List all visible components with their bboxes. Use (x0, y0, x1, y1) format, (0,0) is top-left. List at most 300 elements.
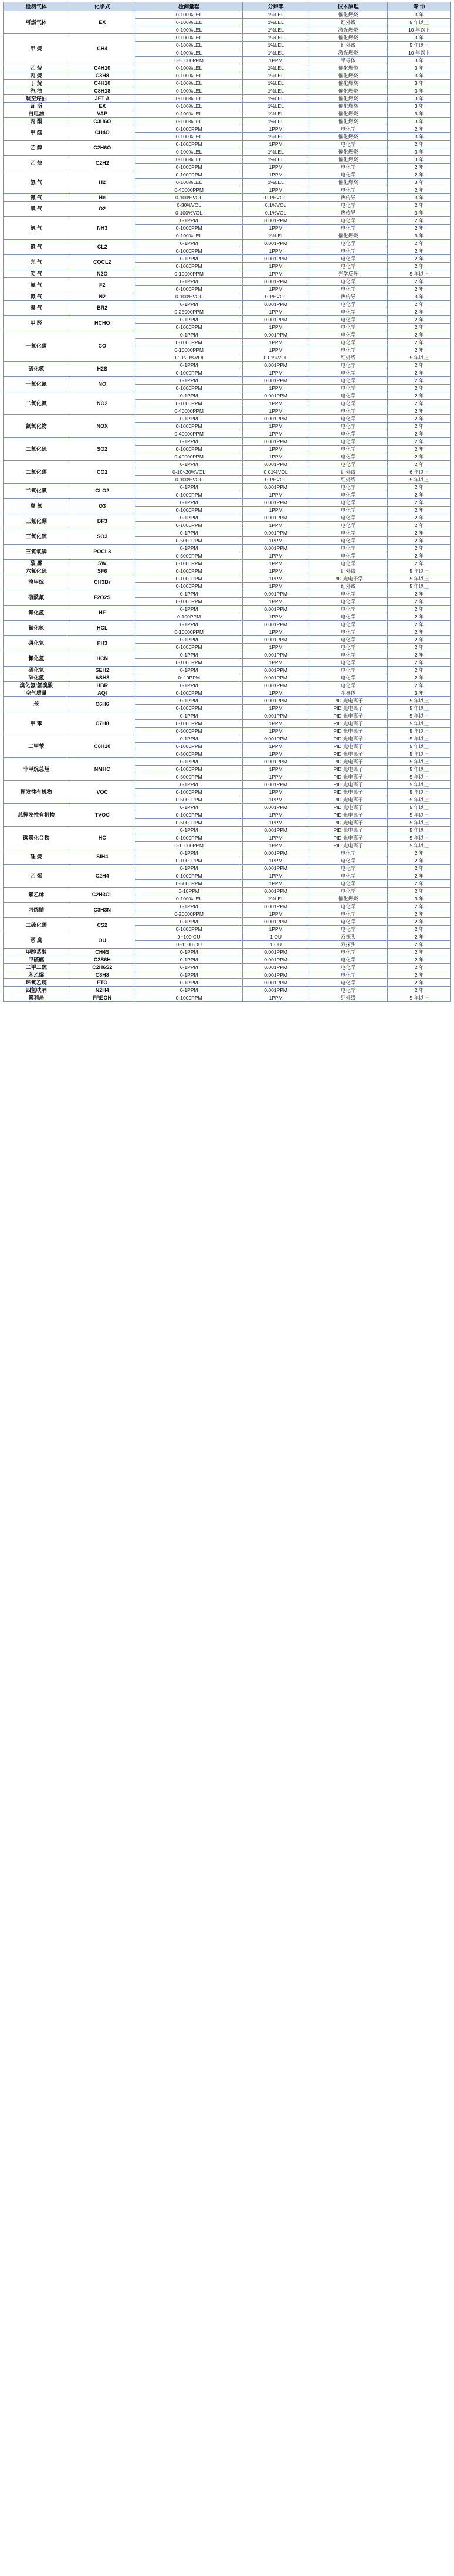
technology-cell: 电化学 (309, 910, 388, 918)
table-body (4, 11, 451, 1002)
formula-cell: HCHO (69, 316, 135, 331)
gas-name-cell: 氢 气 (4, 171, 69, 194)
resolution-cell: 1PPM (243, 842, 309, 849)
life-cell: 3 年 (388, 194, 451, 202)
gas-name-cell: 光 气 (4, 255, 69, 270)
resolution-cell: 1%LEL (243, 34, 309, 42)
formula-cell: POCL3 (69, 545, 135, 560)
range-cell: 0-1000PPM (135, 171, 242, 179)
gas-spec-table (3, 2, 451, 1002)
gas-name-cell: 苯 (4, 697, 69, 712)
resolution-cell: 1PPM (243, 507, 309, 514)
technology-cell: 电化学 (309, 407, 388, 415)
range-cell: 0-100%LEL (135, 133, 242, 141)
resolution-cell: 0.001PPM (243, 903, 309, 910)
range-cell: 0-40000PPM (135, 186, 242, 194)
resolution-cell: 1%LEL (243, 87, 309, 95)
life-cell: 2 年 (388, 941, 451, 949)
formula-cell: BR2 (69, 301, 135, 316)
gas-name-cell: 白电油 (4, 110, 69, 118)
gas-name-cell: 丙 烷 (4, 72, 69, 80)
gas-name-cell: 氧 气 (4, 202, 69, 217)
resolution-cell: 0.1%VOL (243, 293, 309, 301)
range-cell: 0-1000PPM (135, 522, 242, 529)
technology-cell: 电化学 (309, 186, 388, 194)
technology-cell: 电化学 (309, 430, 388, 438)
range-cell: 0-100PPM (135, 613, 242, 621)
range-cell: 0-100%LEL (135, 19, 242, 26)
life-cell: 2 年 (388, 598, 451, 606)
range-cell: 0-1000PPM (135, 720, 242, 728)
range-cell: 0-1000PPM (135, 994, 242, 1002)
range-cell: 0-40000PPM (135, 453, 242, 461)
resolution-cell: 1PPM (243, 57, 309, 64)
gas-name-cell: 氟化氢 (4, 606, 69, 621)
life-cell: 3 年 (388, 80, 451, 87)
technology-cell: 电化学 (309, 316, 388, 324)
range-cell: 0-50000PPM (135, 57, 242, 64)
technology-cell: 催化燃烧 (309, 34, 388, 42)
life-cell: 2 年 (388, 423, 451, 430)
range-cell: 0-100%LEL (135, 118, 242, 125)
gas-name-cell: 汽 油 (4, 87, 69, 95)
resolution-cell: 0.001PPM (243, 971, 309, 979)
formula-cell: O2 (69, 202, 135, 217)
resolution-cell: 1PPM (243, 423, 309, 430)
technology-cell: PID 光电离子 (309, 834, 388, 842)
range-cell: 0-1000PPM (135, 689, 242, 697)
technology-cell: 双探头 (309, 941, 388, 949)
resolution-cell: 1PPM (243, 141, 309, 148)
life-cell: 2 年 (388, 186, 451, 194)
life-cell: 2 年 (388, 461, 451, 468)
life-cell: 2 年 (388, 560, 451, 567)
range-cell: 0-100%LEL (135, 34, 242, 42)
formula-cell: C2H2 (69, 156, 135, 171)
range-cell: 0-5000PPM (135, 552, 242, 560)
gas-name-cell: 丙烯腈 (4, 903, 69, 918)
range-cell: 0-1000PPM (135, 507, 242, 514)
range-cell: 0-1PPM (135, 438, 242, 446)
range-cell: 0-1PPM (135, 697, 242, 705)
life-cell: 2 年 (388, 522, 451, 529)
life-cell: 5 年以上 (388, 583, 451, 590)
technology-cell: 催化燃烧 (309, 232, 388, 240)
life-cell: 5 年以上 (388, 567, 451, 575)
resolution-cell: 1PPM (243, 171, 309, 179)
technology-cell: PID 光电离子 (309, 758, 388, 766)
gas-name-cell: 可燃气体 (4, 11, 69, 34)
formula-cell: C8H18 (69, 87, 135, 95)
table-row (4, 499, 451, 507)
resolution-cell: 0.001PPM (243, 545, 309, 552)
formula-cell: VOC (69, 781, 135, 804)
technology-cell: 红外线 (309, 994, 388, 1002)
life-cell: 5 年以上 (388, 750, 451, 758)
range-cell: 0-1000PPM (135, 834, 242, 842)
range-cell: 0-1PPM (135, 606, 242, 613)
table-row (4, 590, 451, 598)
range-cell: 0-1000PPM (135, 263, 242, 270)
range-cell: 0-100%LEL (135, 42, 242, 49)
gas-name-cell: 丁 烷 (4, 80, 69, 87)
range-cell: 0-100%VOL (135, 209, 242, 217)
formula-cell: N2O (69, 270, 135, 278)
range-cell: 0-1000PPM (135, 659, 242, 667)
resolution-cell: 1PPM (243, 407, 309, 415)
formula-cell: CH4O (69, 125, 135, 141)
range-cell: 0-1000PPM (135, 125, 242, 133)
range-cell: 0~1000 OU (135, 941, 242, 949)
range-cell: 0-100%LEL (135, 87, 242, 95)
life-cell: 5 年以上 (388, 697, 451, 705)
resolution-cell: 0.001PPM (243, 590, 309, 598)
life-cell: 2 年 (388, 644, 451, 651)
technology-cell: 电化学 (309, 247, 388, 255)
range-cell: 0-1000PPM (135, 324, 242, 331)
formula-cell: HC (69, 827, 135, 849)
range-cell: 0-1PPM (135, 865, 242, 872)
technology-cell: PID 光电离子 (309, 705, 388, 712)
technology-cell: 红外线 (309, 476, 388, 484)
formula-cell: JET A (69, 95, 135, 103)
life-cell: 3 年 (388, 148, 451, 156)
resolution-cell: 0.001PPM (243, 621, 309, 628)
life-cell: 3 年 (388, 64, 451, 72)
range-cell: 0-1000PPM (135, 872, 242, 880)
range-cell: 0-5000PPM (135, 796, 242, 804)
technology-cell: 电化学 (309, 202, 388, 209)
range-cell: 0-1000PPM (135, 385, 242, 392)
table-row (4, 979, 451, 987)
resolution-cell: 1PPM (243, 811, 309, 819)
formula-cell: C4H10 (69, 80, 135, 87)
technology-cell: 电化学 (309, 880, 388, 888)
range-cell: 0-100%LEL (135, 103, 242, 110)
resolution-cell: 1PPM (243, 270, 309, 278)
technology-cell: 催化燃烧 (309, 148, 388, 156)
life-cell: 2 年 (388, 636, 451, 644)
formula-cell: N2 (69, 293, 135, 301)
life-cell: 2 年 (388, 971, 451, 979)
life-cell: 2 年 (388, 217, 451, 225)
life-cell: 2 年 (388, 628, 451, 636)
formula-cell: H2 (69, 171, 135, 194)
table-row (4, 103, 451, 110)
formula-cell: H2S (69, 362, 135, 377)
life-cell: 2 年 (388, 667, 451, 674)
life-cell: 2 年 (388, 324, 451, 331)
range-cell: 0-1PPM (135, 712, 242, 720)
life-cell: 5 年以上 (388, 720, 451, 728)
formula-cell: C7H8 (69, 712, 135, 735)
gas-name-cell: 二氧化氮 (4, 392, 69, 415)
technology-cell: 电化学 (309, 865, 388, 872)
table-row (4, 987, 451, 994)
range-cell: 0-1000PPM (135, 423, 242, 430)
technology-cell: 电化学 (309, 956, 388, 964)
resolution-cell: 1PPM (243, 910, 309, 918)
life-cell: 5 年以上 (388, 476, 451, 484)
gas-name-cell: 甲 醛 (4, 316, 69, 331)
column-header-resolution: 分辨率 (243, 2, 309, 11)
technology-cell: 电化学 (309, 651, 388, 659)
life-cell: 2 年 (388, 125, 451, 133)
life-cell: 2 年 (388, 316, 451, 324)
life-cell: 2 年 (388, 872, 451, 880)
table-row (4, 392, 451, 400)
technology-cell: 电化学 (309, 263, 388, 270)
life-cell: 5 年以上 (388, 712, 451, 720)
life-cell: 5 年以上 (388, 743, 451, 750)
gas-name-cell: 甲 醛 (4, 125, 69, 141)
gas-name-cell: 甲 苯 (4, 712, 69, 735)
formula-cell: C3H6O (69, 118, 135, 125)
technology-cell: PID 光电离子 (309, 735, 388, 743)
life-cell: 2 年 (388, 514, 451, 522)
formula-cell: ASH3 (69, 674, 135, 682)
life-cell: 3 年 (388, 72, 451, 80)
formula-cell: AQI (69, 689, 135, 697)
table-row (4, 362, 451, 369)
range-cell: 0-1PPM (135, 849, 242, 857)
table-row (4, 72, 451, 80)
resolution-cell: 1%LEL (243, 95, 309, 103)
gas-name-cell: 总挥发性有机物 (4, 804, 69, 827)
technology-cell: PID 光电离子 (309, 827, 388, 834)
range-cell: 0-1PPM (135, 735, 242, 743)
gas-name-cell: 三氧化硫 (4, 529, 69, 545)
range-cell: 0~100 OU (135, 933, 242, 941)
table-row (4, 689, 451, 697)
table-row (4, 781, 451, 789)
formula-cell: SEH2 (69, 667, 135, 674)
table-row (4, 849, 451, 857)
resolution-cell: 0.001PPM (243, 461, 309, 468)
resolution-cell: 1%LEL (243, 72, 309, 80)
technology-cell: 催化燃烧 (309, 103, 388, 110)
resolution-cell: 0.001PPM (243, 888, 309, 895)
table-row (4, 712, 451, 720)
technology-cell: 催化燃烧 (309, 895, 388, 903)
table-row (4, 735, 451, 743)
range-cell: 0-1000PPM (135, 400, 242, 407)
resolution-cell: 0.001PPM (243, 956, 309, 964)
table-row (4, 171, 451, 179)
gas-name-cell: 甲醇蒸醇 (4, 949, 69, 956)
range-cell: 0-1PPM (135, 377, 242, 385)
resolution-cell: 1%LEL (243, 103, 309, 110)
life-cell: 2 年 (388, 255, 451, 263)
resolution-cell: 1PPM (243, 339, 309, 346)
column-header-technology: 技术原理 (309, 2, 388, 11)
range-cell: 0-1PPM (135, 331, 242, 339)
resolution-cell: 1PPM (243, 659, 309, 667)
technology-cell: 电化学 (309, 125, 388, 133)
technology-cell: PID 光电离子 (309, 789, 388, 796)
life-cell: 2 年 (388, 392, 451, 400)
gas-name-cell: 四氢呋喃 (4, 987, 69, 994)
table-row (4, 11, 451, 19)
range-cell: 0-1000PPM (135, 926, 242, 933)
resolution-cell: 1 OU (243, 933, 309, 941)
technology-cell: PID 光电离子 (309, 720, 388, 728)
technology-cell: 电化学 (309, 606, 388, 613)
technology-cell: 电化学 (309, 621, 388, 628)
resolution-cell: 1PPM (243, 346, 309, 354)
range-cell: 0-1PPM (135, 392, 242, 400)
table-row (4, 918, 451, 926)
resolution-cell: 1PPM (243, 324, 309, 331)
table-row (4, 87, 451, 95)
technology-cell: 电化学 (309, 918, 388, 926)
resolution-cell: 0.001PPM (243, 438, 309, 446)
formula-cell: C2S6H (69, 956, 135, 964)
table-row (4, 64, 451, 72)
range-cell: 0-1000PPM (135, 598, 242, 606)
technology-cell: 电化学 (309, 286, 388, 293)
table-row (4, 827, 451, 834)
technology-cell: 电化学 (309, 301, 388, 308)
technology-cell: 电化学 (309, 613, 388, 621)
resolution-cell: 0.001PPM (243, 377, 309, 385)
technology-cell: 电化学 (309, 644, 388, 651)
resolution-cell: 0.001PPM (243, 758, 309, 766)
range-cell: 0-5000PPM (135, 750, 242, 758)
life-cell: 2 年 (388, 529, 451, 537)
life-cell: 2 年 (388, 453, 451, 461)
technology-cell: 催化燃烧 (309, 110, 388, 118)
column-header-range: 检测量程 (135, 2, 242, 11)
technology-cell: PID 光电离子 (309, 819, 388, 827)
resolution-cell: 0.001PPM (243, 316, 309, 324)
life-cell: 3 年 (388, 34, 451, 42)
technology-cell: 电化学 (309, 438, 388, 446)
resolution-cell: 0.001PPM (243, 636, 309, 644)
gas-name-cell: 二氧化氯 (4, 484, 69, 499)
gas-name-cell: 瓦 斯 (4, 103, 69, 110)
range-cell: 0-1PPM (135, 682, 242, 689)
resolution-cell: 0.001PPM (243, 682, 309, 689)
range-cell: 0-1PPM (135, 781, 242, 789)
life-cell: 2 年 (388, 987, 451, 994)
life-cell: 2 年 (388, 606, 451, 613)
technology-cell: 电化学 (309, 415, 388, 423)
gas-name-cell: 恶 臭 (4, 933, 69, 949)
resolution-cell: 0.1%VOL (243, 209, 309, 217)
resolution-cell: 0.001PPM (243, 392, 309, 400)
technology-cell: 催化燃烧 (309, 118, 388, 125)
table-row (4, 667, 451, 674)
technology-cell: 电化学 (309, 484, 388, 491)
technology-cell: 电化学 (309, 385, 388, 392)
resolution-cell: 0.001PPM (243, 918, 309, 926)
table-row (4, 278, 451, 286)
range-cell: 0-5000PPM (135, 819, 242, 827)
column-header-life: 寿 命 (388, 2, 451, 11)
formula-cell: BF3 (69, 514, 135, 529)
resolution-cell: 1PPM (243, 453, 309, 461)
gas-name-cell: 硫化氢 (4, 362, 69, 377)
formula-cell: NOX (69, 415, 135, 438)
formula-cell: CLO2 (69, 484, 135, 499)
life-cell: 2 年 (388, 385, 451, 392)
range-cell: 0-10~20%VOL (135, 468, 242, 476)
formula-cell: C2H6O (69, 141, 135, 156)
formula-cell: F2 (69, 278, 135, 293)
life-cell: 2 年 (388, 880, 451, 888)
gas-name-cell: 氰化氢 (4, 651, 69, 667)
life-cell: 2 年 (388, 621, 451, 628)
technology-cell: 电化学 (309, 636, 388, 644)
life-cell: 5 年以上 (388, 766, 451, 773)
table-row (4, 514, 451, 522)
life-cell: 2 年 (388, 651, 451, 659)
range-cell: 0-5000PPM (135, 880, 242, 888)
technology-cell: 电化学 (309, 308, 388, 316)
formula-cell: NMHC (69, 758, 135, 781)
life-cell: 2 年 (388, 346, 451, 354)
gas-name-cell: 二氧化碳 (4, 461, 69, 484)
range-cell: 0-1000PPM (135, 339, 242, 346)
gas-name-cell: 硫酰氟 (4, 590, 69, 606)
technology-cell: 电化学 (309, 888, 388, 895)
range-cell: 0-1PPM (135, 415, 242, 423)
life-cell: 5 年以上 (388, 796, 451, 804)
life-cell: 5 年以上 (388, 728, 451, 735)
gas-name-cell: 非甲烷总烃 (4, 758, 69, 781)
resolution-cell: 0.001PPM (243, 712, 309, 720)
life-cell: 5 年以上 (388, 789, 451, 796)
life-cell: 2 年 (388, 933, 451, 941)
life-cell: 3 年 (388, 133, 451, 141)
technology-cell: 电化学 (309, 522, 388, 529)
resolution-cell: 1%LEL (243, 26, 309, 34)
range-cell: 0-1000PPM (135, 141, 242, 148)
formula-cell: SO2 (69, 438, 135, 461)
range-cell: 0-30%VOL (135, 202, 242, 209)
technology-cell: 电化学 (309, 628, 388, 636)
life-cell: 3 年 (388, 95, 451, 103)
formula-cell: CO2 (69, 461, 135, 484)
range-cell: 0-10000PPM (135, 628, 242, 636)
technology-cell: 电化学 (309, 857, 388, 865)
technology-cell: 红外线 (309, 583, 388, 590)
range-cell: 0-100%LEL (135, 72, 242, 80)
technology-cell: 红外线 (309, 567, 388, 575)
life-cell: 2 年 (388, 857, 451, 865)
range-cell: 0-1PPM (135, 758, 242, 766)
table-row (4, 865, 451, 872)
gas-name-cell: 二硫化碳 (4, 918, 69, 933)
range-cell: 0-100%LEL (135, 64, 242, 72)
range-cell: 0-1000PPM (135, 811, 242, 819)
resolution-cell: 0.001PPM (243, 278, 309, 286)
technology-cell: PID 光电离子 (309, 697, 388, 705)
life-cell: 2 年 (388, 926, 451, 933)
life-cell: 5 年以上 (388, 819, 451, 827)
resolution-cell: 0.001PPM (243, 979, 309, 987)
resolution-cell: 1PPM (243, 369, 309, 377)
resolution-cell: 1PPM (243, 575, 309, 583)
technology-cell: 电化学 (309, 217, 388, 225)
range-cell: 0-1PPM (135, 362, 242, 369)
resolution-cell: 1%LEL (243, 80, 309, 87)
technology-cell: 电化学 (309, 164, 388, 171)
gas-name-cell: 一氧化氮 (4, 377, 69, 392)
range-cell: 0-100%LEL (135, 95, 242, 103)
life-cell: 2 年 (388, 674, 451, 682)
